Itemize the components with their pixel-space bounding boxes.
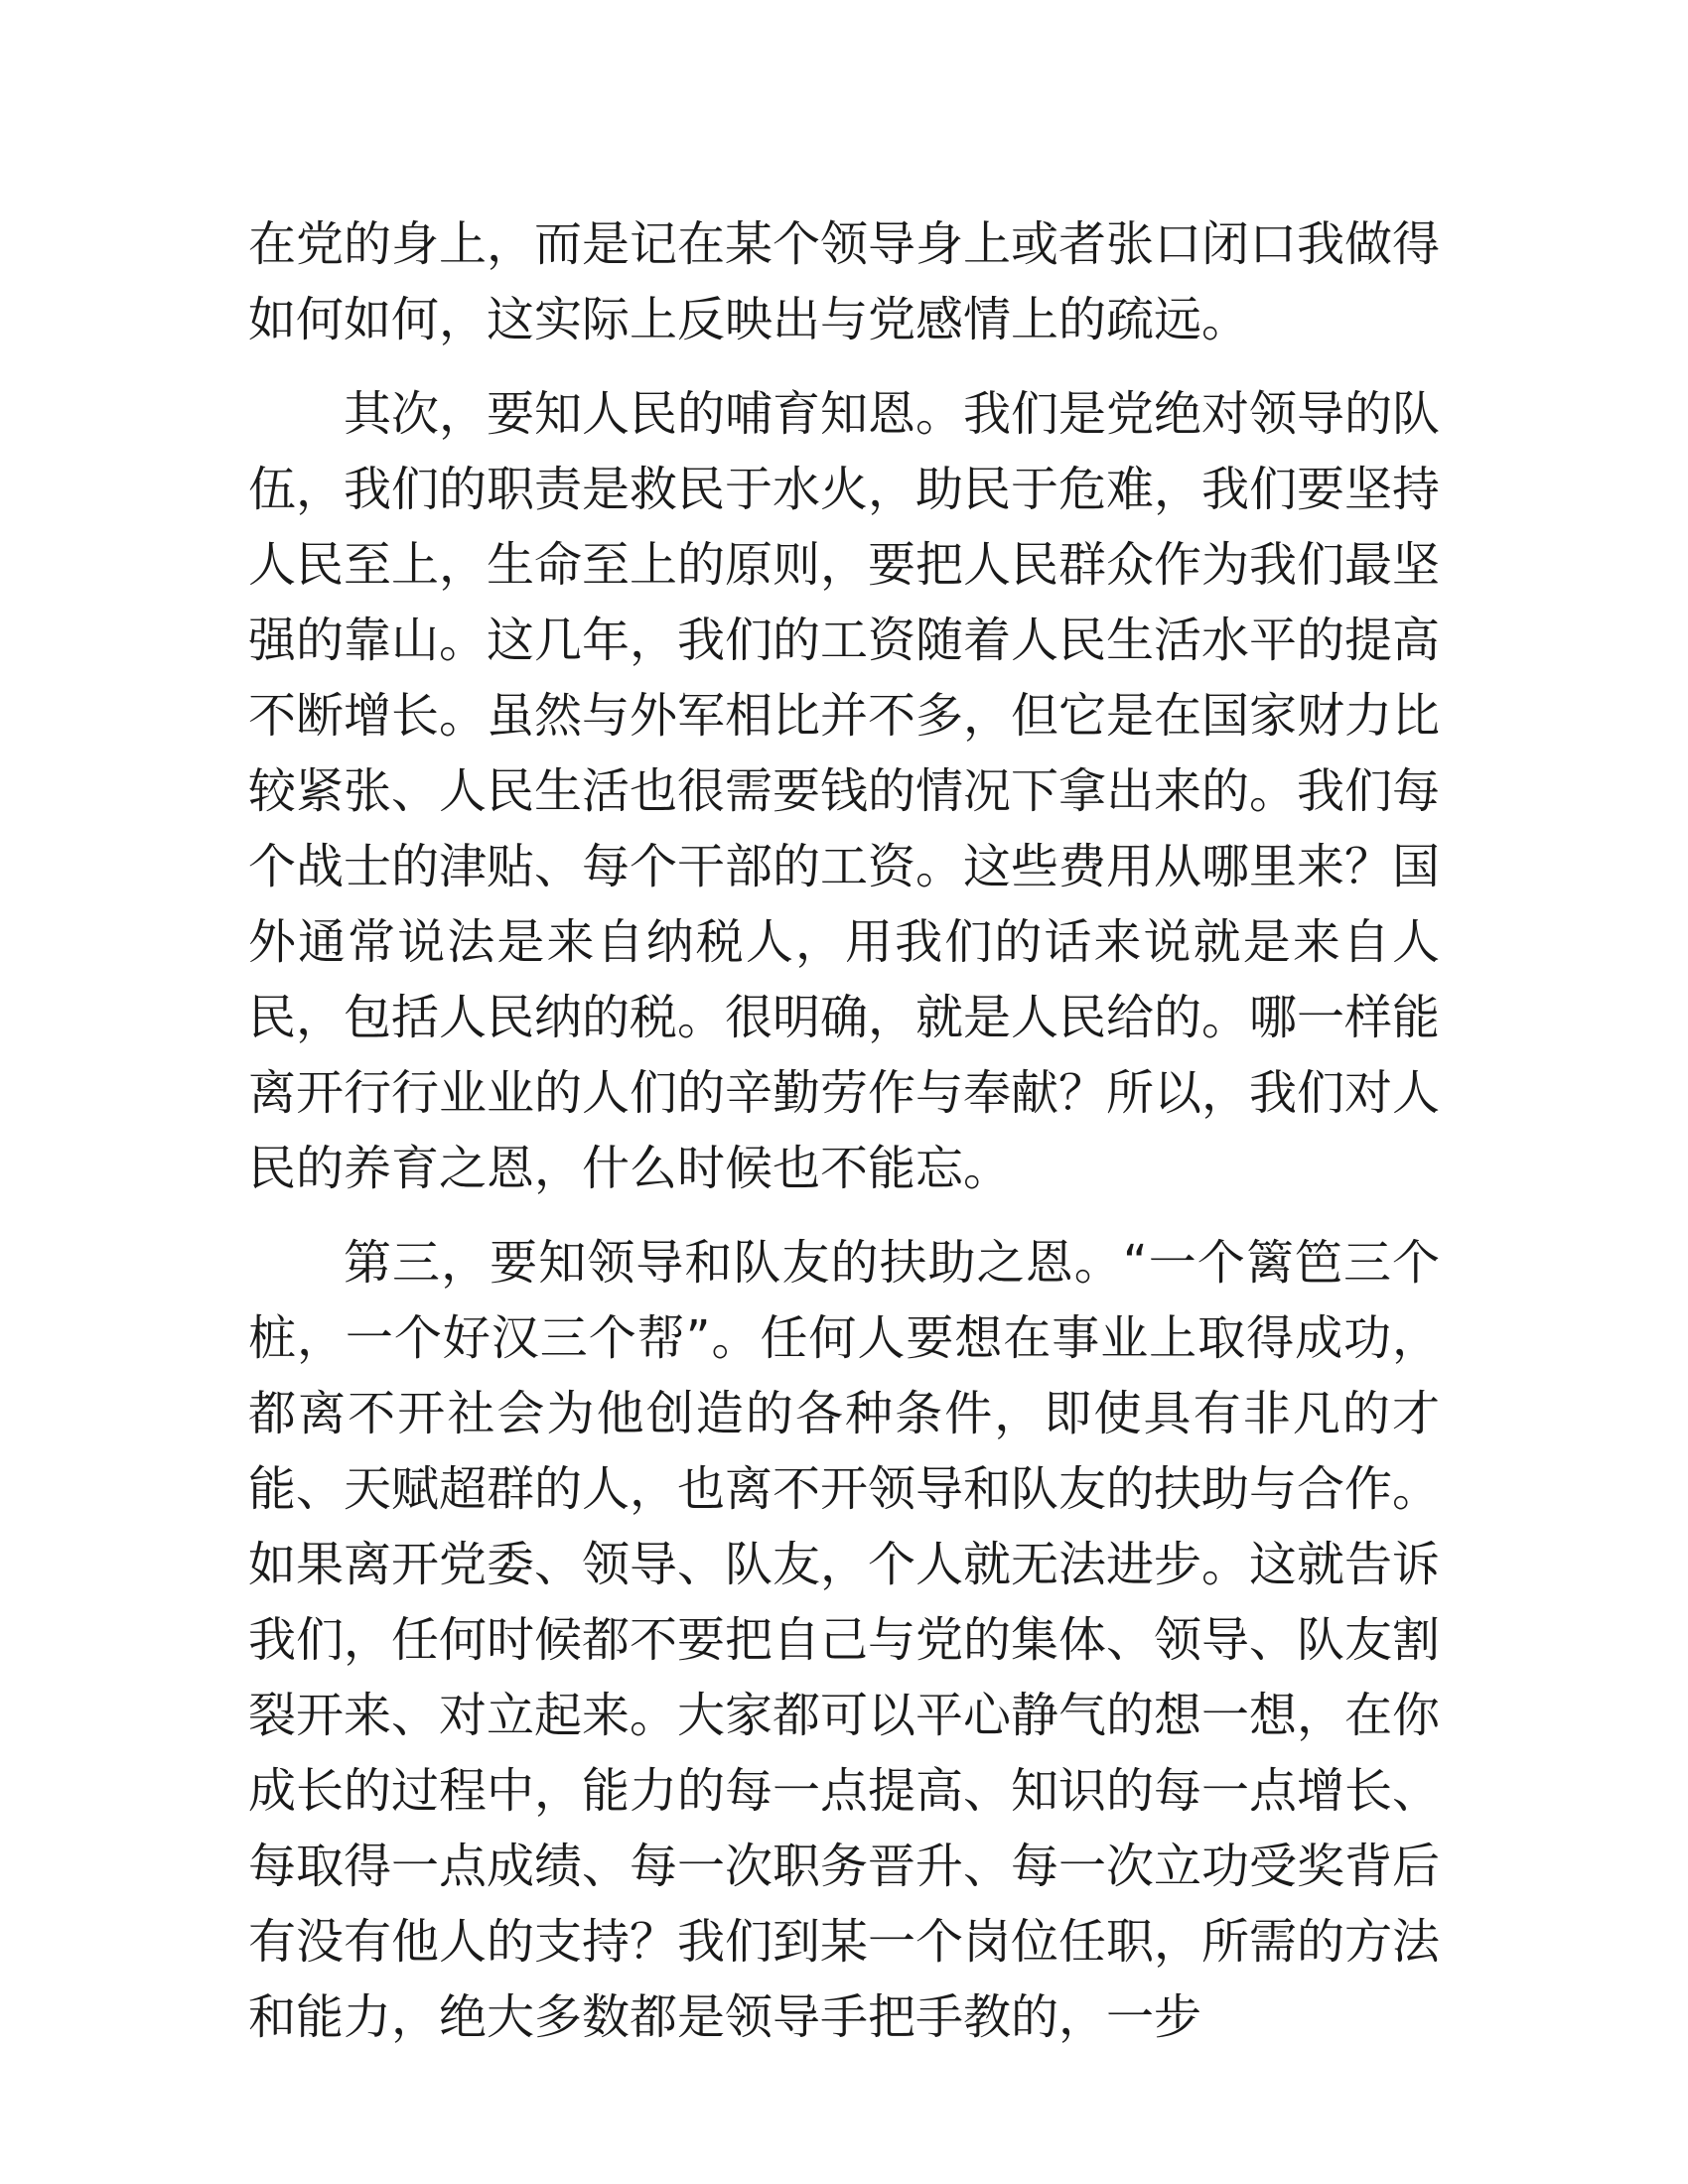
body-text bbox=[248, 206, 1440, 2055]
paragraph-people-gratitude: 其次，要知人民的哺育知恩。我们是党绝对领导的队伍，我们的职责是救民于水火，助民于危难，我们要坚持人民至上，生命至上的原则，要把人民群众作为我们最坚强的靠山。这几年，我们的工资随着人民生活水平的提高不断增长。虽然与外军相比并不多，但它是在国家财力比较紧张、人民生活也很需要钱的情况下拿出来的。我们每个战士的津贴、每个干部的工资。这些费用从哪里来？国外通常说法是来自纳税人，用我们的话来说就是来自人民，包括人民纳的税。很明确，就是人民给的。哪一样能离开行行业业的人们的辛勤劳作与奉献？所以，我们对人民的养育之恩，什么时候也不能忘。 bbox=[248, 386, 1441, 1196]
paragraph-leaders-teammates-gratitude: 第三，要知领导和队友的扶助之恩。“一个篱笆三个桩，一个好汉三个帮”。任何人要想在事业上取得成功，都离不开社会为他创造的各种条件，即使具有非凡的才能、天赋超群的人，也离不开领导和队友的扶助与合作。如果离开党委、领导、队友，个人就无法进步。这就告诉我们，任何时候都不要把自己与党的集体、领导、队友割裂开来、对立起来。大家都可以平心静气的想一想，在你成长的过程中，能力的每一点提高、知识的每一点增长、每取得一点成绩、每一次职务晋升、每一次立功受奖背后有没有他人的支持？我们到某一个岗位任职，所需的方法和能力，绝大多数都是领导手把手教的，一步 bbox=[248, 1235, 1441, 2045]
paragraph-continuation: 在党的身上，而是记在某个领导身上或者张口闭口我做得如何如何，这实际上反映出与党感情上的疏远。 bbox=[248, 216, 1441, 347]
